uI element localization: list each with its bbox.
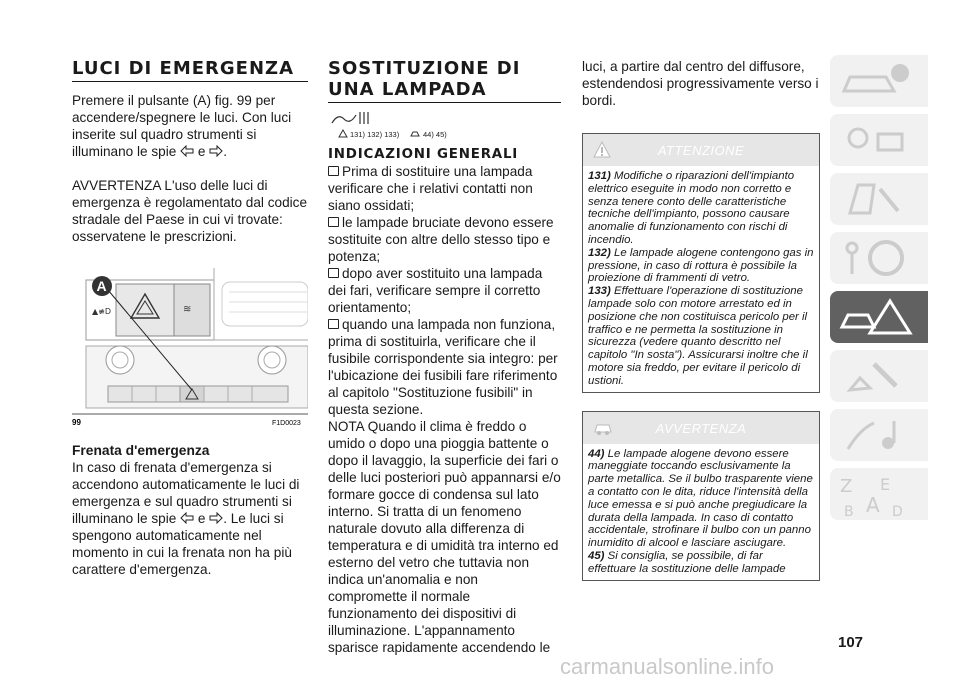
media-music-icon[interactable] [830, 409, 928, 461]
column-3 [582, 0, 820, 581]
warning-box-caution [582, 411, 820, 581]
index-letters-icon[interactable] [830, 468, 928, 520]
subsection-title-emergency-braking: Frenata d'emergenza [72, 443, 210, 458]
checkbox-bullet-icon [328, 166, 339, 176]
subsection-title-general: INDICAZIONI GENERALI [328, 147, 519, 162]
figure-hazard-switch [72, 262, 308, 434]
bullet-item: le lampade bruciate devono essere sostituite con altre dello stesso tipo e potenza; [328, 215, 554, 264]
airbag-seat-icon[interactable] [830, 173, 928, 225]
figure-code: F1D0023 [272, 420, 301, 427]
danger-triangle-icon [338, 129, 348, 138]
breakdown-triangle-icon[interactable] [830, 291, 928, 343]
svg-text:▲≢D: ▲≢D [92, 307, 112, 316]
svg-text:A: A [866, 493, 880, 517]
bullet-item: dopo aver sostituito una lampada dei fari, verificare sempre il corretto orientamento; [328, 266, 543, 315]
warning-body [583, 444, 819, 580]
bullet-item: quando una lampada non funziona, prima di sostituirla, verificare che il fusibile corrispondente sia integro: per l'ubicazione dei fusibili fare riferimento al capitolo "Sostituzione fusibili" in questa sezione. [328, 317, 558, 417]
title-rule [72, 81, 308, 82]
watermark: carmanualsonline.info [560, 654, 775, 679]
turn-right-indicator-icon [209, 512, 223, 524]
warning-header: AVVERTENZA [583, 412, 819, 444]
paragraph-emergency-braking: In caso di frenata d'emergenza si accendono automaticamente le luci di emergenza e sul quadro strumenti si illuminano le spie e . Le luci si spengono automaticamente nel momento in cui la frenata non ha più carattere d'emergenza. [72, 460, 300, 577]
figure-callout-a: A [96, 278, 107, 294]
service-wrench-icon[interactable] [830, 350, 928, 402]
car-info-icon[interactable] [830, 55, 928, 107]
paragraph-continuation: luci, a partire dal centro del diffusore, estendendosi progressivamente verso i bordi. [582, 59, 819, 108]
paragraph-warning-note: AVVERTENZA L'uso delle luci di emergenza è regolamentato dal codice stradale del Paese in cui vi trovate: osservatene le prescrizioni. [72, 178, 308, 244]
page-number: 107 [838, 634, 864, 651]
bullet-item: Prima di sostituire una lampada verificare che i relativi contatti non siano ossidati; [328, 164, 533, 213]
section-title-emergency-lights: LUCI DI EMERGENZA [72, 58, 295, 79]
warning-item: 131) Modifiche o riparazioni dell'impianto elettrico eseguite in modo non corretto e senza tenere conto delle caratteristiche tecniche dell'impianto, possono causare anomalie di funzionamento con rischi di incendio. [588, 170, 795, 246]
checkbox-bullet-icon [328, 268, 339, 278]
section-title-bulb-replacement-2: UNA LAMPADA [328, 79, 487, 100]
section-title-bulb-replacement-1: SOSTITUZIONE DI [328, 58, 521, 79]
column-1 [72, 0, 308, 578]
reference-line: 131) 132) 133) 44) 45) [328, 129, 561, 143]
caution-car-icon [410, 129, 420, 138]
warning-item: 44) Le lampade alogene devono essere maneggiate toccando esclusivamente la parte metallica. Se il bulbo trasparente viene a contatto con le dita, riduce l'intensità della luce emessa e si può anche pregiudicare la durata della lampada. In caso di contatto accidentale, strofinare il bulbo con un panno inumidito di alcool e lasciare asciugare. [588, 447, 813, 550]
turn-right-indicator-icon [209, 145, 223, 157]
paragraph-hazard-button: Premere il pulsante (A) fig. 99 per accendere/spegnere le luci. Con luci inserite sul quadro strumenti si illuminano le spie e . [72, 93, 292, 159]
dashboard-illustration [72, 262, 308, 434]
checkbox-bullet-icon [328, 319, 339, 329]
title-rule [328, 102, 561, 103]
warning-item: 45) Si consiglia, se possibile, di far effettuare la sostituzione delle lampade [588, 549, 786, 575]
warning-lights-icon[interactable] [830, 114, 928, 166]
column-2 [328, 0, 561, 656]
turn-left-indicator-icon [180, 145, 194, 157]
bullet-list [328, 163, 561, 418]
chapter-sidebar [830, 55, 928, 527]
warning-body [583, 166, 819, 392]
svg-text:D: D [892, 504, 903, 520]
figure-number: 99 [72, 418, 81, 427]
checkbox-bullet-icon [328, 217, 339, 227]
paragraph-condensation-note: NOTA Quando il clima è freddo o umido o dopo una pioggia battente o dopo il lavaggio, la superficie dei fari o delle luci posteriori può appannarsi e/o formare gocce di condensa sul lato interno. Si tratta di un fenomeno naturale dovuto alla differenza di temperatura e di umidità tra interno ed esterno del vetro che tuttavia non indica un'anomalia e non compromette il normale funzionamento dei dispositivi di illuminazione. L'appannamento sparisce rapidamente accendendo le [328, 419, 561, 655]
warning-item: 132) Le lampade alogene contengono gas in pressione, in caso di rottura è possibile la proiezione di frammenti di vetro. [588, 246, 814, 285]
warning-header: ATTENZIONE [583, 134, 819, 166]
key-steering-icon[interactable] [830, 232, 928, 284]
warning-box-attention [582, 133, 820, 393]
bulb-warning-icon [330, 109, 372, 127]
svg-text:B: B [844, 504, 854, 520]
svg-text:E: E [880, 475, 891, 494]
svg-text:Z: Z [840, 476, 853, 497]
svg-text:≋: ≋ [183, 304, 192, 315]
turn-left-indicator-icon [180, 512, 194, 524]
warning-item: 133) Effettuare l'operazione di sostituzione lampade solo con motore arrestato ed in posizione che non costituisca pericolo per il traffico e ne permetta la sostituzione in sicurezza (vedere quanto descritto nel capitolo "In sosta"). Assicurarsi inoltre che il motore sia freddo, per evitare il pericolo di ustioni. [588, 285, 808, 387]
